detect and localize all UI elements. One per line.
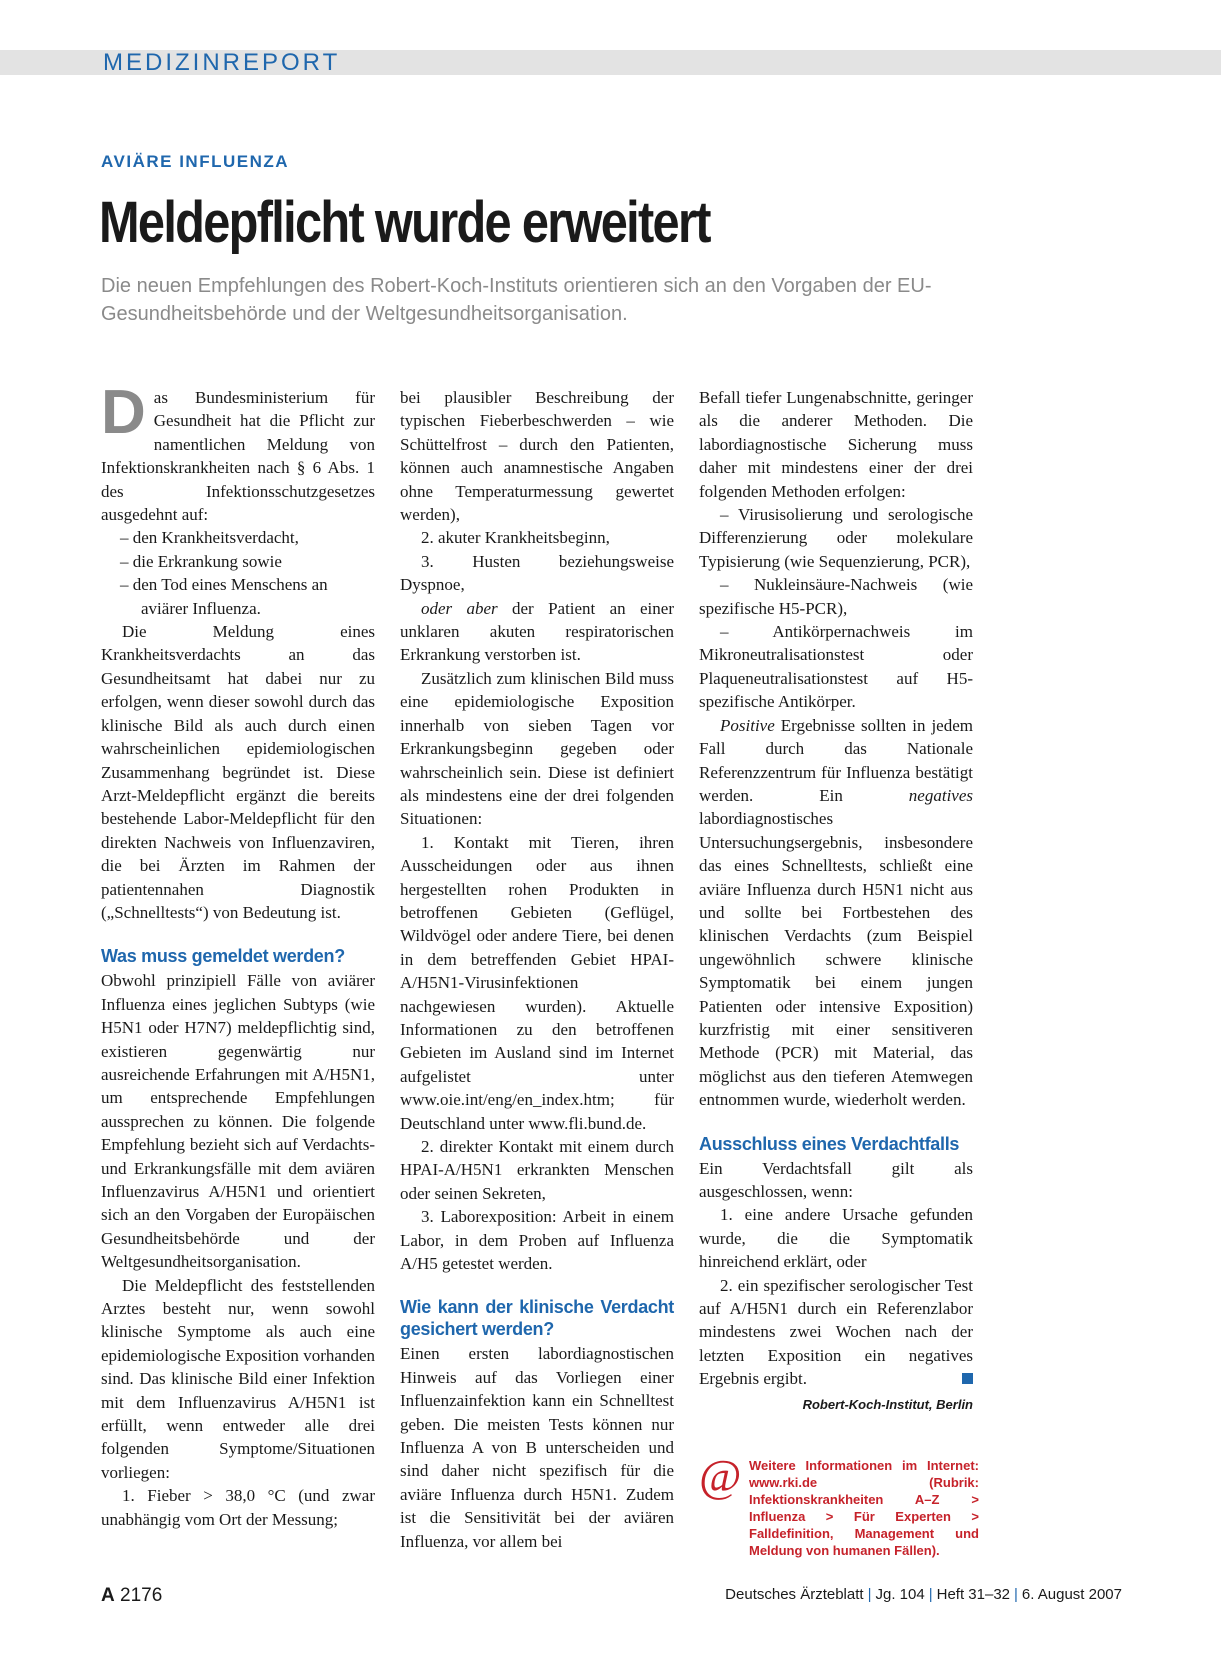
paragraph-intro: [101, 378, 375, 526]
emphasis-oder-aber: oder aber: [421, 598, 498, 618]
paragraph: Obwohl prinzipiell Fälle von aviärer Influenza eines jeglichen Subtyps (wie H5N1 oder H7N7) meldepflichtig sind, existieren gegenwärtig nur ausreichende Erfahrungen mit A/H5N1, um entsprechende Empfehlungen aussprechen zu können. Die folgende Empfehlung bezieht sich auf Verdachts- und Erkrankungsfälle mit dem aviären Influenzavirus A/H5N1 und orientiert sich an den Vorgaben der Europäischen Gesundheitsbehörde und der Weltgesundheitsorganisation.: [101, 971, 375, 1272]
paragraph-text: labordiagnostisches Untersuchungsergebnis, insbesondere das eines Schnelltests, schließt eine aviäre Influenza durch H5N1 nicht aus und sollte bei Fortbestehen des klinischen Verdachts (zum Beispiel ungewöhnlich schwere klinische Symptomatik bei einem jungen Patienten oder intensive Exposition) kurzfristig mit einer sensitiveren Methode (PCR) mit Material, das möglichst aus den tieferen Atemwegen entnommen wurde, wiederholt werden.: [699, 809, 973, 1110]
intro-text: as Bundesministerium für Gesundheit hat die Pflicht zur namentlichen Meldung von Infektionskrankheiten nach § 6 Abs. 1 des Infektionsschutzgesetzes ausgedehnt auf:: [101, 388, 375, 525]
separator: |: [1014, 1586, 1018, 1603]
article-title: Meldepflicht wurde erweitert: [99, 190, 710, 255]
byline: Robert-Koch-Institut, Berlin: [802, 1396, 973, 1412]
list-item-text: 2. ein spezifischer serologischer Test auf A/H5N1 durch ein Referenzlabor mindestens zwei Wochen nach der letzten Exposition ein negatives Ergebnis ergibt.: [699, 1275, 973, 1389]
list-item: 3. Husten beziehungsweise Dyspnoe,: [400, 551, 674, 595]
paragraph: bei plausibler Beschreibung der typischen Fieberbeschwerden – wie Schüttelfrost – durch den Patienten, können auch anamnestische Angaben ohne Temperaturmessung gewertet werden),: [400, 388, 674, 525]
info-text[interactable]: Weitere Informationen im Internet: www.rki.de (Rubrik: Infektionskrankheiten A–Z > Influenza > Für Experten > Falldefinition, Management und Meldung von humanen Fällen).: [749, 1458, 979, 1558]
separator: |: [867, 1586, 872, 1603]
article-kicker: AVIÄRE INFLUENZA: [101, 152, 290, 171]
paragraph: [400, 597, 674, 667]
paragraph-text: der Patient an einer unklaren akuten respiratorischen Erkrankung verstorben ist.: [400, 598, 674, 665]
paragraph: 1. Fieber > 38,0 °C (und zwar unabhängig vom Ort der Messung;: [101, 1486, 375, 1529]
emphasis-negatives: negatives: [908, 785, 973, 805]
list-item: 3. Laborexposition: Arbeit in einem Labor, in dem Proben auf Influenza A/H5 getestet werden.: [400, 1207, 674, 1274]
list-item: – den Krankheitsverdacht,: [120, 528, 299, 548]
emphasis-positive: Positive: [720, 715, 775, 735]
list-item: 2. akuter Krankheitsbeginn,: [421, 528, 610, 548]
journal-date: 6. August 2007: [1021, 1586, 1122, 1603]
journal-name: Deutsches Ärzteblatt: [725, 1586, 864, 1603]
journal-info: [725, 1586, 1122, 1603]
page-prefix: A: [101, 1585, 115, 1606]
subheading-ausschluss: Ausschluss eines Verdachtfalls: [699, 1133, 960, 1154]
subheading-was-muss-gemeldet-werden: Was muss gemeldet werden?: [101, 946, 345, 967]
list-item: – den Tod eines Menschens an aviärer Influenza.: [120, 575, 328, 618]
list-item: – Antikörpernachweis im Mikroneutralisationstest oder Plaqueneutralisationstest auf H5-spezifische Antikörper.: [699, 622, 973, 712]
separator: |: [928, 1586, 933, 1603]
paragraph: Ein Verdachtsfall gilt als ausgeschlossen, wenn:: [699, 1158, 973, 1201]
paragraph: Befall tiefer Lungenabschnitte, geringer als die anderer Methoden. Die labordiagnostische Sicherung muss daher mit mindestens einer der drei folgenden Methoden erfolgen:: [699, 388, 973, 501]
paragraph: Zusätzlich zum klinischen Bild muss eine epidemiologische Exposition innerhalb von sieben Tagen vor Erkrankungsbeginn gegeben oder wahrscheinlich sein. Diese ist definiert als mindestens eine der drei folgenden Situationen:: [400, 668, 674, 829]
page-number-value: 2176: [120, 1585, 163, 1606]
svg-text:@: @: [698, 1455, 742, 1501]
page-number: [101, 1585, 162, 1607]
paragraph: Die Meldepflicht des feststellenden Arztes besteht nur, wenn sowohl klinische Symptome als auch eine epidemiologische Exposition vorhanden sind. Das klinische Bild einer Infektion mit dem Influenzavirus A/H5N1 ist erfüllt, wenn entweder alle drei folgenden Symptome/Situationen vorliegen:: [101, 1275, 375, 1482]
paragraph: Die Meldung eines Krankheitsverdachts an das Gesundheitsamt hat dabei nur zu erfolgen, wenn dieser sowohl durch das klinische Bild als auch durch einen wahrscheinlichen epidemiologischen Zusammenhang begründet ist. Diese Arzt-Meldepflicht ergänzt die bereits bestehende Labor-Meldepflicht für den direkten Nachweis von Influenzaviren, die bei Ärzten im Rahmen der patientennahen Diagnostik („Schnelltests“) von Bedeutung ist.: [101, 622, 375, 922]
article-lead: Die neuen Empfehlungen des Robert-Koch-Instituts orientieren sich an den Vorgaben der EU-Gesundheitsbehörde und der Weltgesundheitsorganisation.: [101, 275, 932, 325]
end-mark-icon: [962, 1373, 973, 1384]
list-item: – Virusisolierung und serologische Differenzierung oder molekulare Typisierung (wie Sequenzierung, PCR),: [699, 505, 973, 571]
paragraph: Einen ersten labordiagnostischen Hinweis auf das Vorliegen einer Influenzainfektion kann ein Schnelltest geben. Die meisten Tests können nur Influenza A von B unterscheiden und sind daher nicht spezifisch für die aviäre Influenza durch H5N1. Zudem ist die Sensitivität bei der aviären Influenza, vor allem bei: [400, 1344, 674, 1551]
text-column-2: [400, 386, 674, 1553]
at-icon: [697, 1455, 743, 1501]
paragraph: [699, 714, 973, 1112]
list-item: 2. direkter Kontakt mit einem durch HPAI-A/H5N1 erkrankten Menschen oder seinen Sekreten,: [400, 1137, 674, 1203]
text-column-1: [101, 378, 375, 1531]
list-item: – die Erkrankung sowie: [120, 551, 282, 571]
text-column-3: [699, 386, 973, 1416]
list-item: – Nukleinsäure-Nachweis (wie spezifische H5-PCR),: [699, 575, 973, 618]
section-label: MEDIZINREPORT: [103, 49, 341, 76]
list-item: [699, 1274, 973, 1391]
list-item: 1. eine andere Ursache gefunden wurde, die die Symptomatik hinreichend erklärt, oder: [699, 1205, 973, 1272]
drop-cap: D: [101, 378, 146, 447]
subheading-klinischer-verdacht: Wie kann der klinische Verdacht gesichert werden?: [400, 1297, 674, 1340]
list-item: 1. Kontakt mit Tieren, ihren Ausscheidungen oder aus ihnen hergestellten rohen Produkten in betroffenen Gebieten (Geflügel, Wildvögel oder andere Tiere, bei denen in dem betreffenden Gebiet HPAI-A/H5N1-Virusinfektionen nachgewiesen wurden). Aktuelle Informationen zu den betroffenen Gebieten im Ausland sind im Internet aufgelistet unter www.oie.int/eng/en_index.htm; für Deutschland unter www.fli.bund.de.: [400, 832, 674, 1133]
journal-issue: Heft 31–32: [936, 1586, 1010, 1603]
journal-volume: Jg. 104: [875, 1586, 925, 1603]
paragraph-text: Ergebnisse sollten in jedem Fall durch das Nationale Referenzzentrum für Influenza bestätigt werden. Ein: [699, 715, 973, 805]
